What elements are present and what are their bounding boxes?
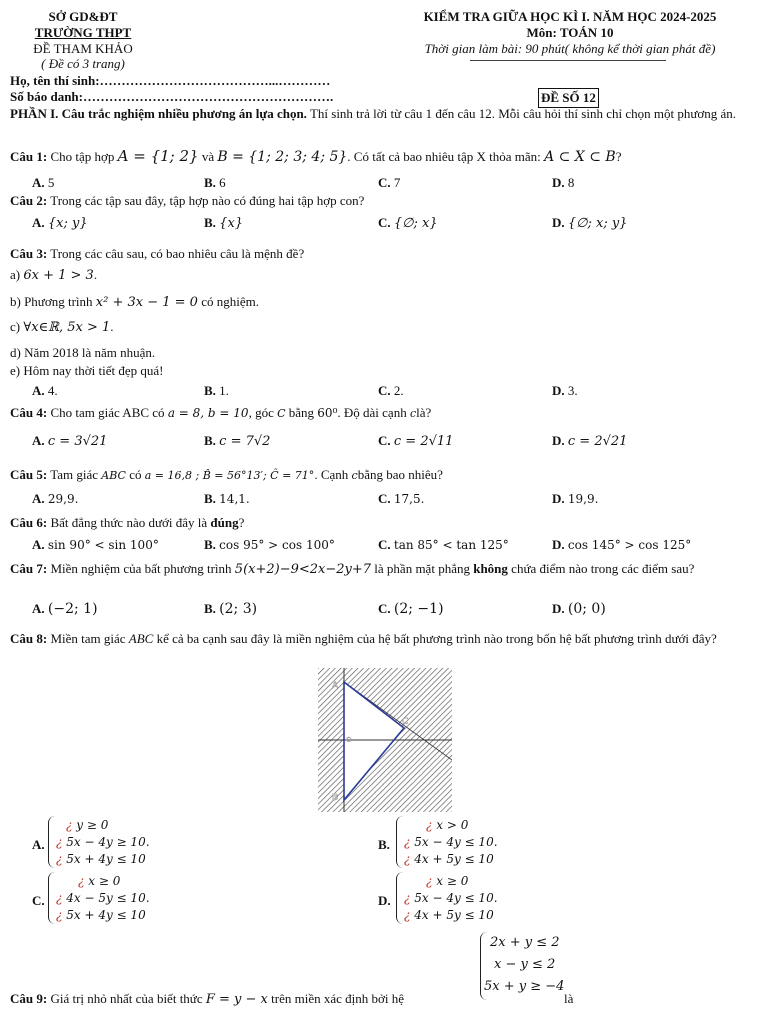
q5-text-3: . Cạnh	[314, 467, 349, 482]
system-line: ¿ x > 0	[426, 818, 469, 832]
q8-text-1: Miền tam giác	[47, 631, 129, 646]
q6-label: Câu 6:	[10, 515, 48, 530]
q4-label: Câu 4:	[10, 405, 48, 420]
item-suffix: .	[110, 319, 114, 334]
item-suffix: có nghiệm.	[201, 294, 259, 309]
q7-text-1: Miền nghiệm của bất phương trình	[47, 561, 235, 576]
option-letter: C.	[378, 383, 391, 398]
option-letter: A.	[32, 175, 45, 190]
q7-text-2: là phần mặt phẳng	[371, 561, 474, 576]
inverted-question-glyph: ¿	[56, 835, 63, 849]
option-letter: D.	[552, 433, 565, 448]
question-1	[10, 146, 762, 167]
system-line: ¿ 5x + 4y ≤ 10	[56, 908, 146, 922]
system-brace	[396, 872, 403, 924]
q6-qmark: ?	[238, 515, 245, 530]
time-limit: Thời gian làm bài: 90 phút( không kể thời gian phát đề)	[424, 41, 716, 56]
system-line: x − y ≤ 2	[494, 957, 556, 972]
q8-option-a[interactable]	[32, 836, 45, 854]
part1-instruction: Thí sinh trả lời từ câu 1 đến câu 12. Mỗi câu hỏi thí sinh chỉ chọn một phương án.	[306, 106, 737, 121]
inverted-question-glyph: ¿	[56, 852, 63, 866]
q3-text: Trong các câu sau, có bao nhiêu câu là mệnh đề?	[47, 246, 305, 261]
q3-option-b[interactable]	[204, 382, 229, 400]
q3-item-a	[10, 266, 97, 285]
option-letter: D.	[552, 383, 565, 398]
option-letter: D.	[552, 175, 565, 190]
option-letter: C.	[378, 215, 391, 230]
q5-option-a[interactable]	[32, 490, 78, 508]
inverted-question-glyph: ¿	[56, 908, 63, 922]
option-letter: A.	[32, 383, 45, 398]
q3-option-a[interactable]	[32, 382, 58, 400]
question-3	[10, 245, 304, 263]
q5-given: a = 16,8 ; B̂ = 56°13′; Ĉ = 71°	[144, 469, 315, 482]
option-text: (2; 3)	[219, 601, 258, 617]
q6-option-d[interactable]	[552, 536, 691, 554]
option-text: {x; y}	[47, 216, 88, 231]
q1-set-a: A = {1; 2}	[117, 147, 199, 165]
option-text: 5	[47, 175, 55, 190]
q7-option-d[interactable]	[552, 600, 606, 619]
option-text: (2; −1)	[393, 601, 444, 617]
option-letter: C.	[32, 893, 45, 908]
q6-text: Bất đẳng thức nào dưới đây là	[47, 515, 211, 530]
q9-text-1: Giá trị nhỏ nhất của biết thức	[47, 991, 203, 1006]
system-line: 2x + y ≤ 2	[490, 935, 560, 950]
system-line: ¿ y ≥ 0	[66, 818, 109, 832]
q3-item-d: d) Năm 2018 là năm nhuận.	[10, 345, 156, 360]
student-id-line: Số báo danh:………………………………………………….	[10, 89, 334, 104]
q9-text-end: là	[564, 991, 574, 1006]
q8-triangle: ABC	[128, 631, 154, 646]
q1-qmark: ?	[615, 149, 622, 164]
q6-option-c[interactable]	[378, 536, 509, 554]
option-text: 17,5.	[393, 492, 425, 506]
option-letter: A.	[32, 491, 45, 506]
item-prefix: b) Phương trình	[10, 294, 93, 309]
q1-option-b[interactable]	[204, 174, 226, 192]
q4-sides: a = 8, b = 10	[167, 406, 249, 420]
q2-option-d[interactable]	[552, 214, 627, 233]
option-letter: C.	[378, 491, 391, 506]
exam-type: ĐỀ THAM KHẢO	[33, 41, 133, 56]
option-letter: A.	[32, 601, 45, 616]
option-text: 2.	[393, 383, 404, 398]
q4-text-2: , góc	[248, 405, 274, 420]
page-count: ( Đề có 3 trang)	[41, 56, 125, 71]
option-text: 14,1.	[219, 492, 250, 506]
question-6	[10, 514, 244, 532]
q1-option-a[interactable]	[32, 174, 54, 192]
system-line: 5x + y ≥ −4	[484, 979, 565, 994]
q2-option-c[interactable]	[378, 214, 438, 233]
point-b-label: B	[332, 793, 339, 803]
question-7	[10, 560, 762, 579]
option-letter: D.	[378, 893, 391, 908]
option-letter: B.	[378, 837, 390, 852]
item-math: 6x + 1 > 3	[23, 268, 94, 283]
system-line: ¿ 4x − 5y ≤ 10.	[56, 891, 150, 905]
option-text: 3.	[567, 383, 578, 398]
q3-option-d[interactable]	[552, 382, 578, 400]
q7-option-c[interactable]	[378, 600, 444, 619]
q8-label: Câu 8:	[10, 631, 48, 646]
option-letter: B.	[204, 215, 216, 230]
option-letter: B.	[204, 383, 216, 398]
q1-set-b: B = {1; 2; 3; 4; 5}	[217, 149, 348, 165]
option-text: c = 7√2	[219, 434, 271, 449]
q2-label: Câu 2:	[10, 193, 48, 208]
item-math: x² + 3x − 1 = 0	[95, 295, 198, 310]
option-letter: C.	[378, 601, 391, 616]
q7-option-b[interactable]	[204, 600, 257, 619]
option-text: (−2; 1)	[47, 601, 98, 617]
q1-text-b: . Có tất cả bao nhiêu tập X thỏa mãn:	[347, 149, 541, 164]
system-line: ¿ 4x + 5y ≤ 10	[404, 852, 494, 866]
system-line: ¿ x ≥ 0	[426, 874, 469, 888]
option-letter: A.	[32, 433, 45, 448]
q2-option-b[interactable]	[204, 214, 243, 233]
option-text: cos 95° > cos 100°	[219, 538, 335, 552]
q4-angle-c: C	[277, 407, 286, 420]
q5-option-d[interactable]	[552, 490, 598, 508]
q4-angle-value: 60⁰	[317, 406, 338, 420]
q4-option-a[interactable]	[32, 432, 107, 451]
exam-title: KIỂM TRA GIỮA HỌC KÌ I. NĂM HỌC 2024-2025	[423, 9, 717, 24]
q5-triangle: ABC	[101, 469, 126, 482]
q5-text-2: có	[129, 467, 142, 482]
option-letter: A.	[32, 837, 45, 852]
subject: Môn: TOÁN 10	[526, 25, 614, 40]
option-text: 19,9.	[567, 492, 599, 506]
q9-text-2: trên miền xác định bởi hệ	[271, 991, 405, 1006]
q6-option-a[interactable]	[32, 536, 159, 554]
question-5	[10, 466, 762, 484]
q4-text-4: . Độ dài cạnh	[337, 405, 407, 420]
point-c-label: C	[402, 717, 409, 727]
q3-item-b	[10, 293, 259, 312]
q7-emphasis: không	[473, 561, 508, 576]
option-letter: B.	[204, 175, 216, 190]
q1-text-a: Cho tập hợp	[47, 149, 118, 164]
q4-side-c: c	[409, 407, 417, 420]
origin-label: O	[346, 736, 352, 744]
option-letter: A.	[32, 215, 45, 230]
system-line: ¿ 5x − 4y ≤ 10.	[404, 835, 498, 849]
q3-item-c	[10, 318, 114, 337]
option-letter: B.	[204, 433, 216, 448]
item-prefix: a)	[10, 267, 21, 282]
q5-text-1: Tam giác	[47, 467, 99, 482]
option-text: tan 85° < tan 125°	[393, 538, 509, 552]
system-brace	[396, 816, 403, 868]
q3-label: Câu 3:	[10, 246, 48, 261]
option-letter: D.	[552, 537, 565, 552]
option-letter: B.	[204, 601, 216, 616]
q2-text: Trong các tập sau đây, tập hợp nào có đúng hai tập hợp con?	[47, 193, 365, 208]
q4-text-1: Cho tam giác ABC có	[47, 405, 165, 420]
q6-emphasis: đúng	[210, 515, 239, 530]
option-letter: A.	[32, 537, 45, 552]
system-brace	[48, 872, 55, 924]
inverted-question-glyph: ¿	[78, 874, 85, 888]
question-4	[10, 404, 762, 422]
q7-label: Câu 7:	[10, 561, 48, 576]
inverted-question-glyph: ¿	[426, 818, 433, 832]
q2-option-a[interactable]	[32, 214, 88, 233]
option-text: c = 2√21	[567, 434, 628, 449]
option-letter: C.	[378, 537, 391, 552]
option-text: 6	[219, 175, 226, 190]
q6-option-b[interactable]	[204, 536, 335, 554]
school-name: TRƯỜNG THPT	[34, 25, 132, 40]
option-letter: B.	[204, 537, 216, 552]
option-text: 1.	[219, 383, 229, 398]
option-letter: C.	[378, 433, 391, 448]
q1-condition: A ⊂ X ⊂ B	[544, 149, 616, 165]
option-text: (0; 0)	[567, 601, 606, 617]
option-text: c = 3√21	[47, 434, 108, 449]
q4-text-5: là?	[416, 405, 432, 420]
q1-label: Câu 1:	[10, 149, 48, 164]
option-text: 4.	[47, 383, 58, 398]
option-letter: C.	[378, 175, 391, 190]
inverted-question-glyph: ¿	[404, 891, 411, 905]
part1-heading	[10, 105, 762, 123]
q9-label: Câu 9:	[10, 991, 48, 1006]
q4-option-d[interactable]	[552, 432, 627, 451]
q8-system-b	[404, 817, 498, 868]
question-9	[10, 990, 404, 1009]
q5-text-4: bằng bao nhiêu?	[357, 467, 443, 482]
q5-label: Câu 5:	[10, 467, 48, 482]
system-line: ¿ 4x + 5y ≤ 10	[404, 908, 494, 922]
option-letter: D.	[552, 601, 565, 616]
q9-expression: F = y − x	[205, 992, 268, 1007]
option-letter: D.	[552, 491, 565, 506]
q1-and: và	[201, 149, 215, 164]
q7-text-3: chứa điểm nào trong các điểm sau?	[507, 561, 695, 576]
q8-system-a	[56, 817, 150, 868]
dept-name: SỞ GD&ĐT	[48, 9, 118, 24]
q7-inequality: 5(x+2)−9<2x−2y+7	[234, 562, 372, 577]
option-text: {x}	[219, 216, 244, 231]
q3-item-e: e) Hôm nay thời tiết đẹp quá!	[10, 363, 164, 378]
system-brace	[48, 816, 55, 868]
q8-option-b[interactable]	[378, 836, 390, 854]
q9-system	[484, 932, 564, 998]
option-text: cos 145° > cos 125°	[567, 538, 692, 552]
item-suffix: .	[93, 267, 98, 282]
option-letter: D.	[552, 215, 565, 230]
point-a-label: A	[332, 681, 339, 691]
option-text: 29,9.	[47, 492, 79, 506]
system-line: ¿ 5x − 4y ≤ 10.	[404, 891, 498, 905]
option-letter: B.	[204, 491, 216, 506]
q5-option-b[interactable]	[204, 490, 250, 508]
q1-option-c[interactable]	[378, 174, 400, 192]
q8-system-d	[404, 873, 498, 924]
inverted-question-glyph: ¿	[404, 852, 411, 866]
option-text: {∅; x; y}	[567, 216, 628, 231]
question-2	[10, 192, 364, 210]
part1-title: PHẦN I. Câu trắc nghiệm nhiều phương án lựa chọn.	[10, 106, 307, 121]
q5-side-c: c	[351, 469, 358, 482]
q8-option-c[interactable]	[32, 892, 45, 910]
q8-option-d[interactable]	[378, 892, 391, 910]
option-text: c = 2√11	[393, 434, 454, 449]
q1-option-d[interactable]	[552, 174, 574, 192]
exam-code: ĐỀ SỐ 12	[538, 88, 599, 108]
q7-option-a[interactable]	[32, 600, 98, 619]
q4-option-c[interactable]	[378, 432, 453, 451]
inverted-question-glyph: ¿	[66, 818, 73, 832]
q4-option-b[interactable]	[204, 432, 270, 451]
q5-option-c[interactable]	[378, 490, 424, 508]
inverted-question-glyph: ¿	[426, 874, 433, 888]
title-divider	[470, 60, 666, 61]
system-line: ¿ 5x − 4y ≥ 10.	[56, 835, 150, 849]
inverted-question-glyph: ¿	[404, 835, 411, 849]
system-line: ¿ x ≥ 0	[78, 874, 121, 888]
inverted-question-glyph: ¿	[56, 891, 63, 905]
q4-text-3: bằng	[288, 405, 315, 420]
option-text: 7	[393, 175, 401, 190]
feasible-region-graph	[318, 668, 452, 812]
q8-text-2: kể cả ba cạnh sau đây là miền nghiệm của hệ bất phương trình nào trong bốn hệ bất phương trình dưới đây?	[153, 631, 717, 646]
q8-system-c	[56, 873, 150, 924]
q3-option-c[interactable]	[378, 382, 404, 400]
question-8	[10, 630, 762, 648]
item-prefix: c)	[10, 319, 21, 334]
option-text: sin 90° < sin 100°	[47, 538, 159, 552]
student-name-line: Họ, tên thí sinh:…………………………………...…………	[10, 73, 331, 88]
option-text: 8	[567, 175, 575, 190]
option-text: {∅; x}	[393, 216, 438, 231]
inverted-question-glyph: ¿	[404, 908, 411, 922]
item-math: ∀x∈ℝ, 5x > 1	[23, 320, 111, 335]
system-line: ¿ 5x + 4y ≤ 10	[56, 852, 146, 866]
